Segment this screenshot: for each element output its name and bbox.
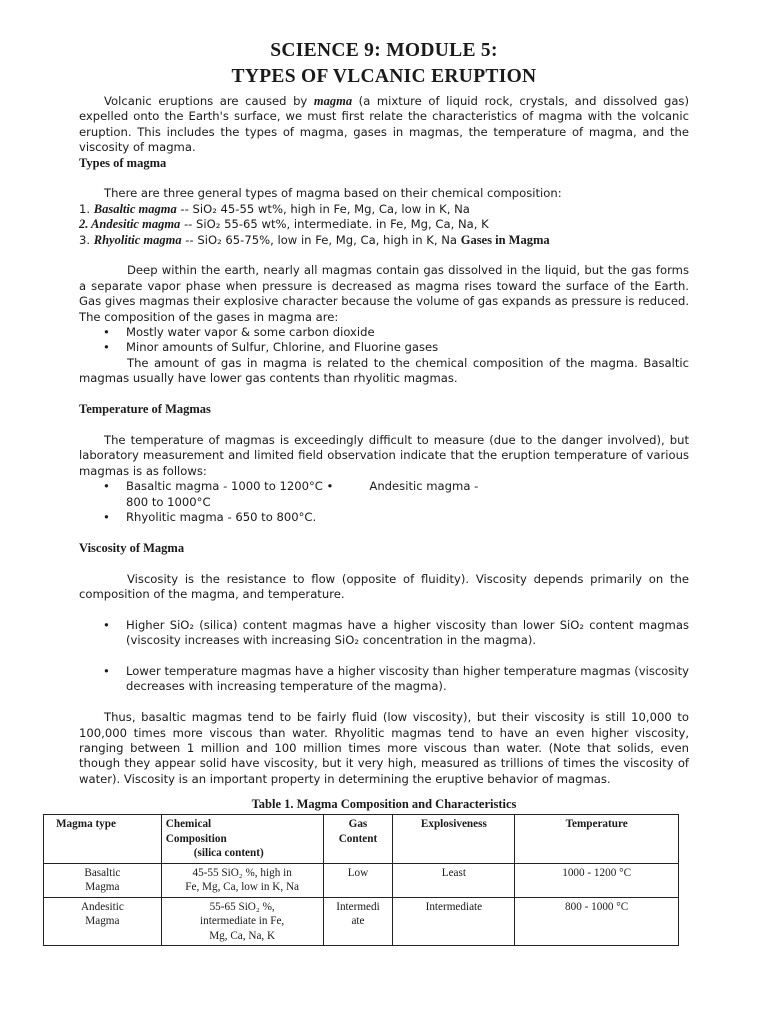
viscosity-paragraph: Viscosity is the resistance to flow (opposite of fluidity). Viscosity depends primarily on the composition of the magma, and temperature. <box>79 571 689 601</box>
header-magma-type: Magma type <box>44 815 162 864</box>
temperature-paragraph: The temperature of magmas is exceedingly difficult to measure (due to the danger involved), but laboratory measurement and limited field observation indicate that the eruption temperature of various magmas is as follows: <box>79 432 689 478</box>
temperature-heading: Temperature of Magmas <box>79 402 211 417</box>
viscosity-list <box>79 618 689 695</box>
header-explosiveness: Explosiveness <box>393 815 515 864</box>
title-line-2: TYPES OF VLCANIC ERUPTION <box>231 66 537 87</box>
types-heading: Types of magma <box>79 155 167 170</box>
magma-type-2: 2. Andesitic magma -- SiO₂ 55-65 wt%, intermediate. in Fe, Mg, Ca, Na, K <box>79 217 489 232</box>
list-item: • Mostly water vapor & some carbon dioxide <box>103 325 375 340</box>
intro-paragraph: Volcanic eruptions are caused by magma (a mixture of liquid rock, crystals, and dissolved gas) expelled onto the Earth's surface, we must first relate the characteristics of magma with the volcanic eruption. This includes the types of magma, gases in magmas, the temperature of magma, and the viscosity of magma. <box>79 94 689 155</box>
title-line-1: SCIENCE 9: MODULE 5: <box>270 40 498 61</box>
types-lead: There are three general types of magma based on their chemical composition: <box>104 186 562 201</box>
list-item: • Higher SiO₂ (silica) content magmas have a higher viscosity than lower SiO₂ content magmas (viscosity increases with increasing SiO₂ concentration in the magma). <box>103 617 689 648</box>
magma-type-1: 1. Basaltic magma -- SiO₂ 45-55 wt%, high in Fe, Mg, Ca, low in K, Na <box>79 201 470 216</box>
gases-after: The amount of gas in magma is related to the chemical composition of the magma. Basaltic magmas usually have lower gas contents than rhyolitic magmas. <box>79 355 689 386</box>
gases-heading: Gases in Magma <box>460 232 550 247</box>
table-header-row <box>44 815 679 864</box>
header-gas-content: Gas Content <box>323 815 393 864</box>
table-row: Basaltic Magma 45-55 SiO₂ %, high in Fe, Mg, Ca, low in K, Na Low Least 1000 - 1200 °C <box>44 863 679 897</box>
header-chemical-composition: Chemical Composition (silica content) <box>161 815 323 864</box>
list-item: 800 to 1000°C <box>126 494 211 509</box>
header-temperature: Temperature <box>515 815 679 864</box>
list-item: • Minor amounts of Sulfur, Chlorine, and Fluorine gases <box>103 340 439 355</box>
magma-emphasis: magma <box>313 94 353 108</box>
gas-composition-list <box>79 325 689 356</box>
gases-paragraph: Deep within the earth, nearly all magmas contain gas dissolved in the liquid, but the gas forms a separate vapor phase when pressure is decreased as magma rises toward the surface of the Earth. Gas gives magmas their explosive character because the volume of gas expands as pressure is reduced. The composition of the gases in magma are: <box>79 263 690 324</box>
table-row: Andesitic Magma 55-65 SiO₂ %, intermediate in Fe, Mg, Ca, Na, K Intermedi ate Intermediate 800 - 1000 °C <box>44 897 679 946</box>
document-page <box>56 38 690 946</box>
magma-type-3: 3. Rhyolitic magma -- SiO₂ 65-75%, low in Fe, Mg, Ca, high in K, Na Gases in Magma <box>79 232 550 247</box>
magma-table <box>43 814 679 946</box>
viscosity-heading: Viscosity of Magma <box>79 540 185 555</box>
list-item: • Basaltic magma - 1000 to 1200°C • Andesitic magma - <box>103 479 479 494</box>
list-item: • Lower temperature magmas have a higher viscosity than higher temperature magmas (viscosity decreases with increasing temperature of the magma). <box>103 663 689 694</box>
list-item: • Rhyolitic magma - 650 to 800°C. <box>103 509 317 524</box>
temperature-list <box>79 479 689 525</box>
viscosity-conclusion: Thus, basaltic magmas tend to be fairly fluid (low viscosity), but their viscosity is still 10,000 to 100,000 times more viscous than water. Rhyolitic magmas tend to have an even higher viscosity, ranging between 1 million and 100 million times more viscous than water. (Note that solids, even though they appear solid have viscosity, but it very high, measured as trillions of times the viscosity of water). Viscosity is an important property in determining the eruptive behavior of magmas. <box>79 710 689 786</box>
table-caption: Table 1. Magma Composition and Characteristics <box>251 797 517 812</box>
